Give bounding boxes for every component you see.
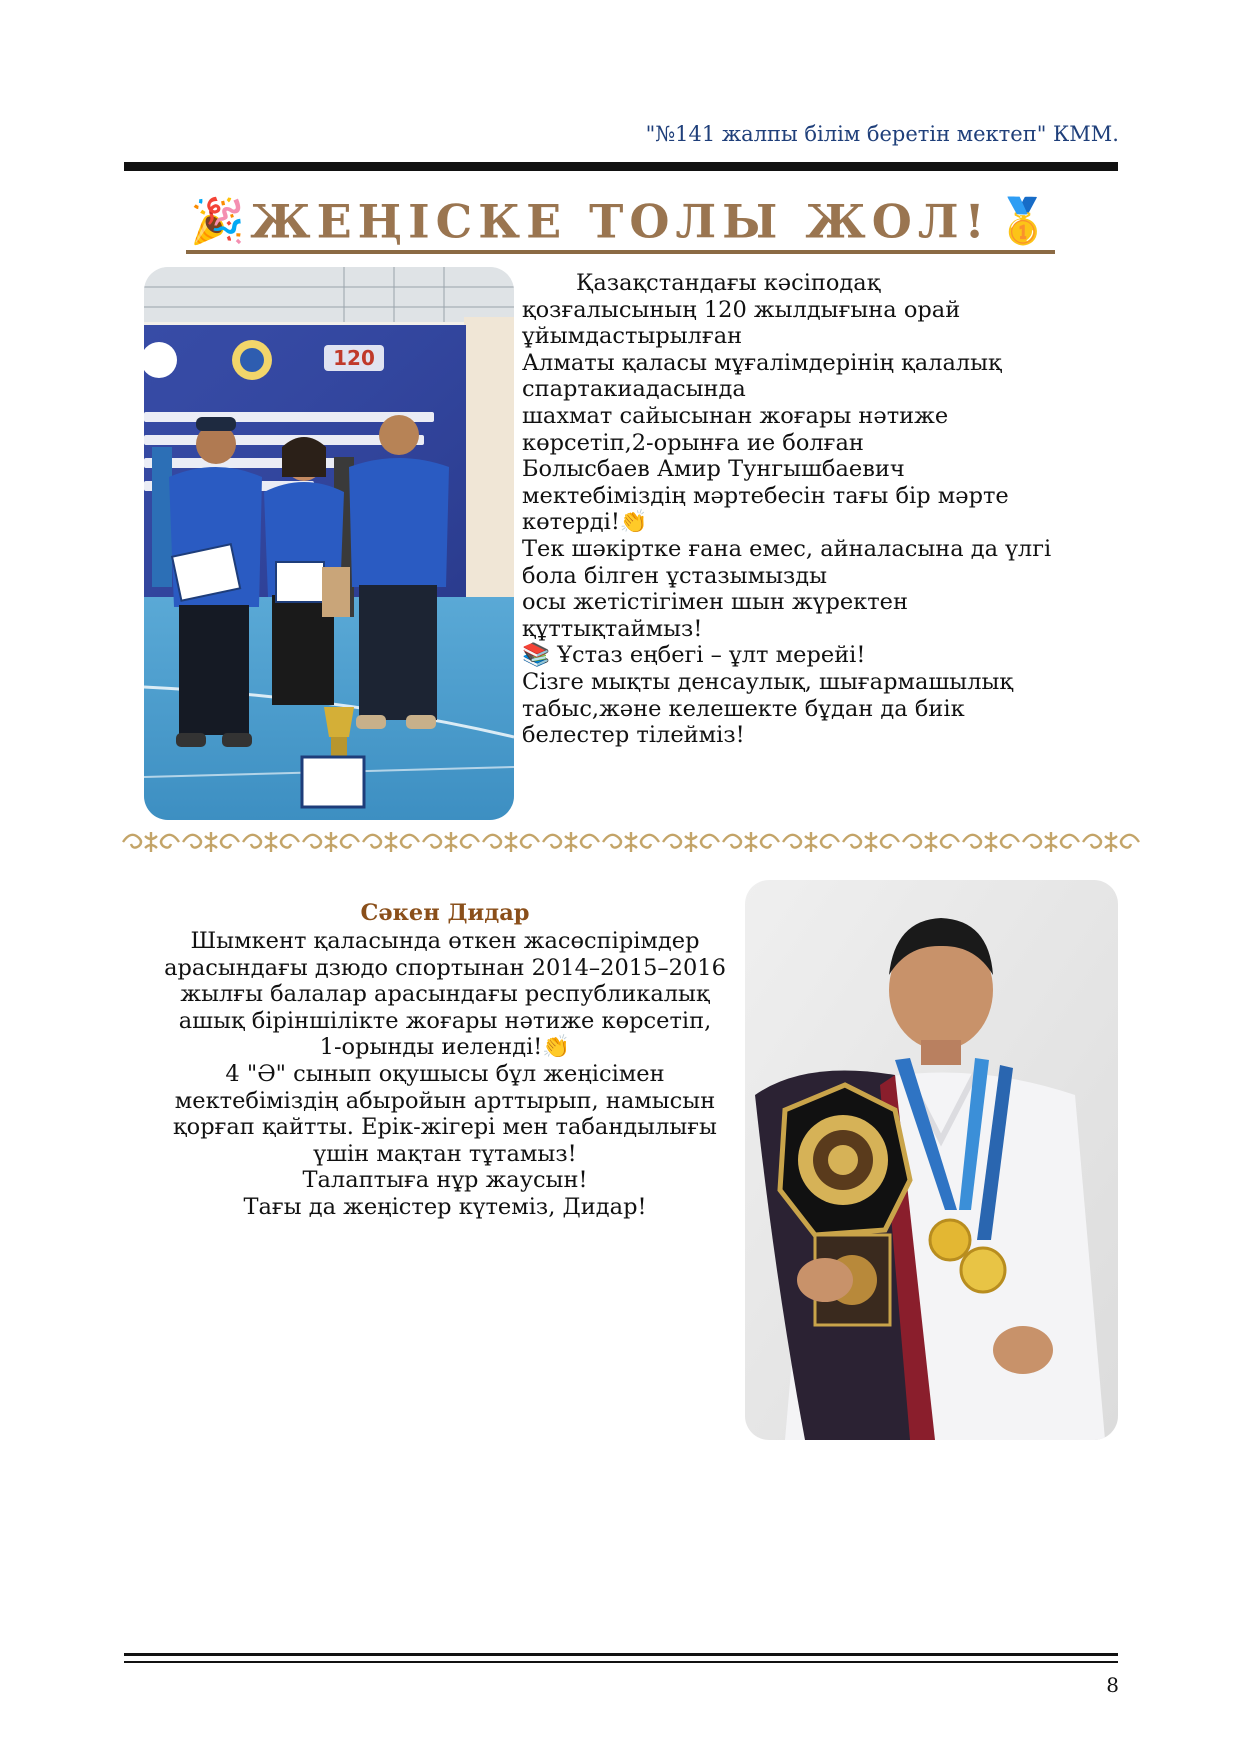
article-teacher-chess [522, 270, 1082, 749]
text-line: бола білген ұстазымызды [522, 562, 828, 589]
banner-120-text: 120 [333, 346, 375, 370]
text-line: осы жетістігімен шын жүректен [522, 589, 908, 616]
text-line: мектебіміздің мәртебесін тағы бір мәрте [522, 482, 1009, 509]
text-line: үшін мақтан тұтамыз! [313, 1140, 577, 1167]
student-belt-photo [745, 880, 1118, 1440]
text-line: құттықтаймыз! [522, 615, 703, 642]
text-line: ашық біріншілікте жоғары нәтиже көрсетіп, [178, 1007, 712, 1034]
student-name: Сәкен Дидар [360, 900, 530, 926]
text-line: көрсетіп,2-орынға ие болған [522, 429, 864, 456]
footer-rule-bottom [124, 1661, 1118, 1663]
text-line: 📚 Ұстаз еңбегі – ұлт мерейі! [522, 642, 866, 669]
title-text: ЖЕҢІСКЕ ТОЛЫ ЖОЛ! [250, 194, 991, 249]
text-line: Талаптыға нұр жаусын! [302, 1167, 588, 1194]
text-line: Шымкент қаласында өткен жасөспірімдер [190, 928, 700, 954]
text-line: Қазақстандағы кәсіподақ [576, 270, 881, 296]
footer-rule-top [124, 1653, 1118, 1656]
text-line: Сізге мықты денсаулық, шығармашылық [522, 668, 1014, 695]
teachers-award-photo [144, 267, 514, 820]
text-line: белестер тілейміз! [522, 722, 745, 749]
party-popper-icon: 🎉 [190, 195, 246, 247]
article-student-judo [150, 928, 740, 1221]
text-line: мектебіміздің абыройын арттырып, намысын [174, 1087, 716, 1114]
text-line: ұйымдастырылған [522, 323, 743, 350]
text-line: арасындағы дзюдо спортынан 2014–2015–2016 [164, 954, 726, 981]
text-line: Тек шәкіртке ғана емес, айналасына да үлгі [522, 535, 1052, 562]
text-line: табыс,және келешекте бұдан да биік [522, 695, 965, 722]
text-line: қорғап қайтты. Ерік-жігері мен табандылығы [173, 1114, 717, 1141]
text-line: қозғалысының 120 жылдығына орай [522, 296, 961, 323]
text-line: Алматы қаласы мұғалімдерінің қалалық [522, 349, 1002, 376]
text-line: 4 "Ә" сынып оқушысы бұл жеңісімен [225, 1060, 665, 1087]
kazakh-ornament-divider [121, 828, 1141, 856]
text-line: жылғы балалар арасындағы республикалық [180, 981, 710, 1008]
title-underlined [186, 193, 1054, 254]
school-header: "№141 жалпы білім беретін мектеп" КММ. [645, 122, 1119, 146]
page-title [0, 193, 1241, 254]
text-line: көтерді!👏 [522, 509, 648, 536]
text-line: Тағы да жеңістер күтеміз, Дидар! [243, 1193, 647, 1220]
header-rule [124, 162, 1118, 171]
text-line: спартакиадасында [522, 376, 746, 403]
gold-medal-icon: 🥇 [995, 195, 1051, 247]
text-line: Болысбаев Амир Тунгышбаевич [522, 456, 905, 483]
text-line: 1-орынды иеленді!👏 [319, 1034, 571, 1061]
page-number: 8 [1106, 1673, 1119, 1697]
text-line: шахмат сайысынан жоғары нәтиже [522, 402, 949, 429]
